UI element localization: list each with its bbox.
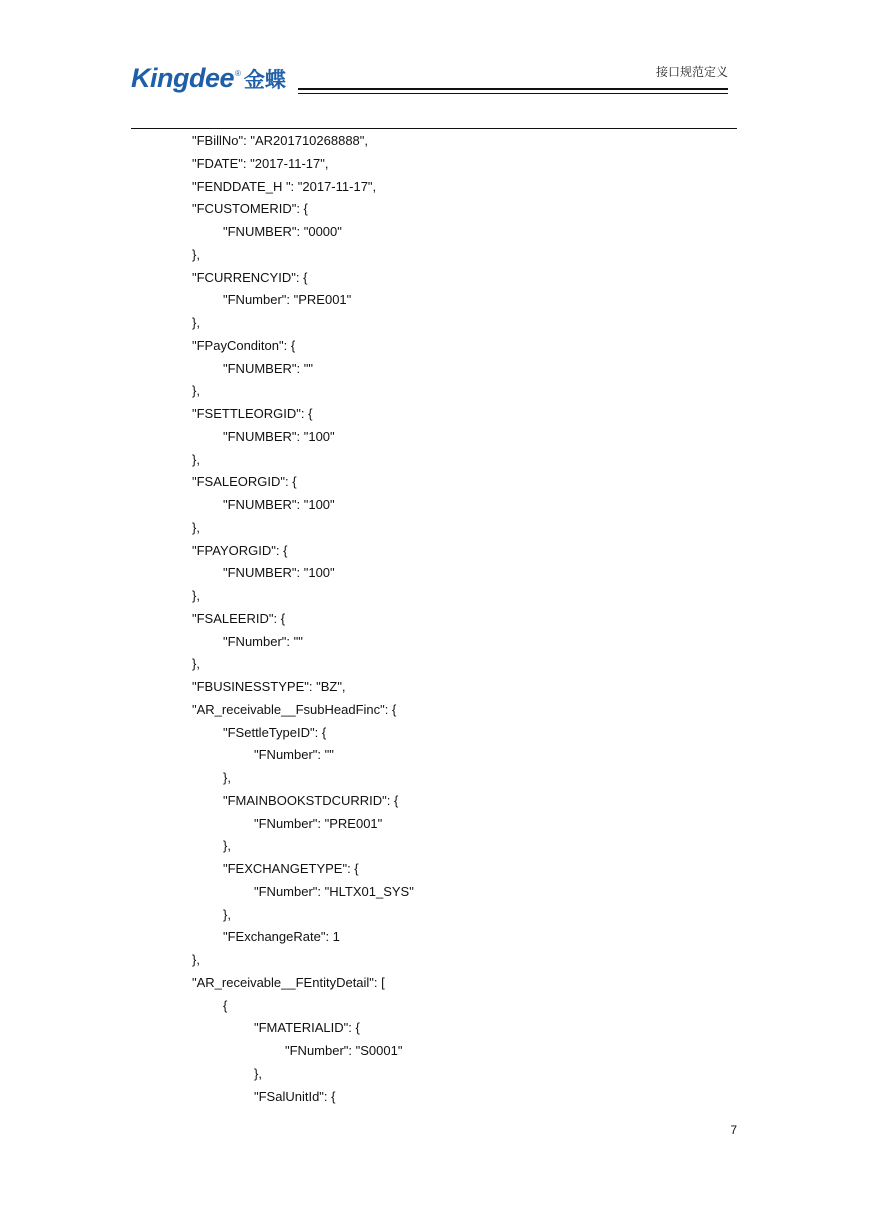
code-line: "FCURRENCYID": { [192,269,308,285]
header-rule-thick [298,88,728,90]
code-line: "FPAYORGID": { [192,542,288,558]
kingdee-logo [131,58,286,92]
code-line: }, [223,906,231,922]
code-line: "FSalUnitId": { [254,1088,336,1104]
code-line: "FNUMBER": "100" [223,428,335,444]
header-rule-body [131,128,737,129]
code-line: "FNumber": "" [223,633,303,649]
code-line: "FNUMBER": "100" [223,497,335,512]
code-line: "FMAINBOOKSTDCURRID": { [223,792,399,808]
code-line: "FSALEORGID": { [192,474,297,490]
code-line: }, [192,952,200,967]
code-line: }, [223,838,231,854]
code-line: }, [192,588,200,603]
code-line: "FNumber": "PRE001" [223,292,352,308]
code-line: "FNUMBER": "100" [223,565,335,581]
code-line: "FNUMBER": "" [223,360,313,376]
code-line: }, [223,770,231,785]
code-line: "FNumber": "PRE001" [254,815,383,831]
code-line: }, [192,519,200,535]
code-line: "FMATERIALID": { [254,1020,360,1036]
code-line: }, [192,246,200,262]
code-line: }, [192,315,200,330]
code-line: "FSALEERID": { [192,610,286,626]
code-line: "FBillNo": "AR201710268888", [192,133,369,148]
code-line: }, [254,1065,262,1081]
code-line: "FDATE": "2017-11-17", [192,155,329,171]
code-line: "FNumber": "HLTX01_SYS" [254,883,414,899]
code-line: "FNumber": "" [254,747,334,763]
code-line: "FNUMBER": "0000" [223,224,342,239]
logo-registered-mark: ® [235,69,241,78]
logo-wordmark: Kingdee [131,63,235,93]
code-line: "FNumber": "S0001" [285,1043,403,1058]
code-line: }, [192,451,200,467]
code-line: }, [192,656,200,672]
code-line: { [223,997,228,1013]
page-number: 7 [730,1123,737,1137]
code-line: "AR_receivable__FEntityDetail": [ [192,974,385,990]
header-title: 接口规范定义 [655,65,728,79]
code-line: "FExchangeRate": 1 [223,929,340,945]
code-line: "AR_receivable__FsubHeadFinc": { [192,701,397,717]
code-line: "FBUSINESSTYPE": "BZ", [192,679,346,694]
header-rule-thin [298,93,728,94]
code-line: "FCUSTOMERID": { [192,201,308,217]
code-line: "FSettleTypeID": { [223,724,327,740]
code-line: "FEXCHANGETYPE": { [223,861,359,876]
code-line: }, [192,383,200,399]
logo-cjk-wordmark: 金蝶 [243,68,286,92]
code-line: "FENDDATE_H ": "2017-11-17", [192,178,377,194]
code-line: "FSETTLEORGID": { [192,406,313,421]
code-block [192,130,737,1108]
code-line: "FPayConditon": { [192,337,296,353]
